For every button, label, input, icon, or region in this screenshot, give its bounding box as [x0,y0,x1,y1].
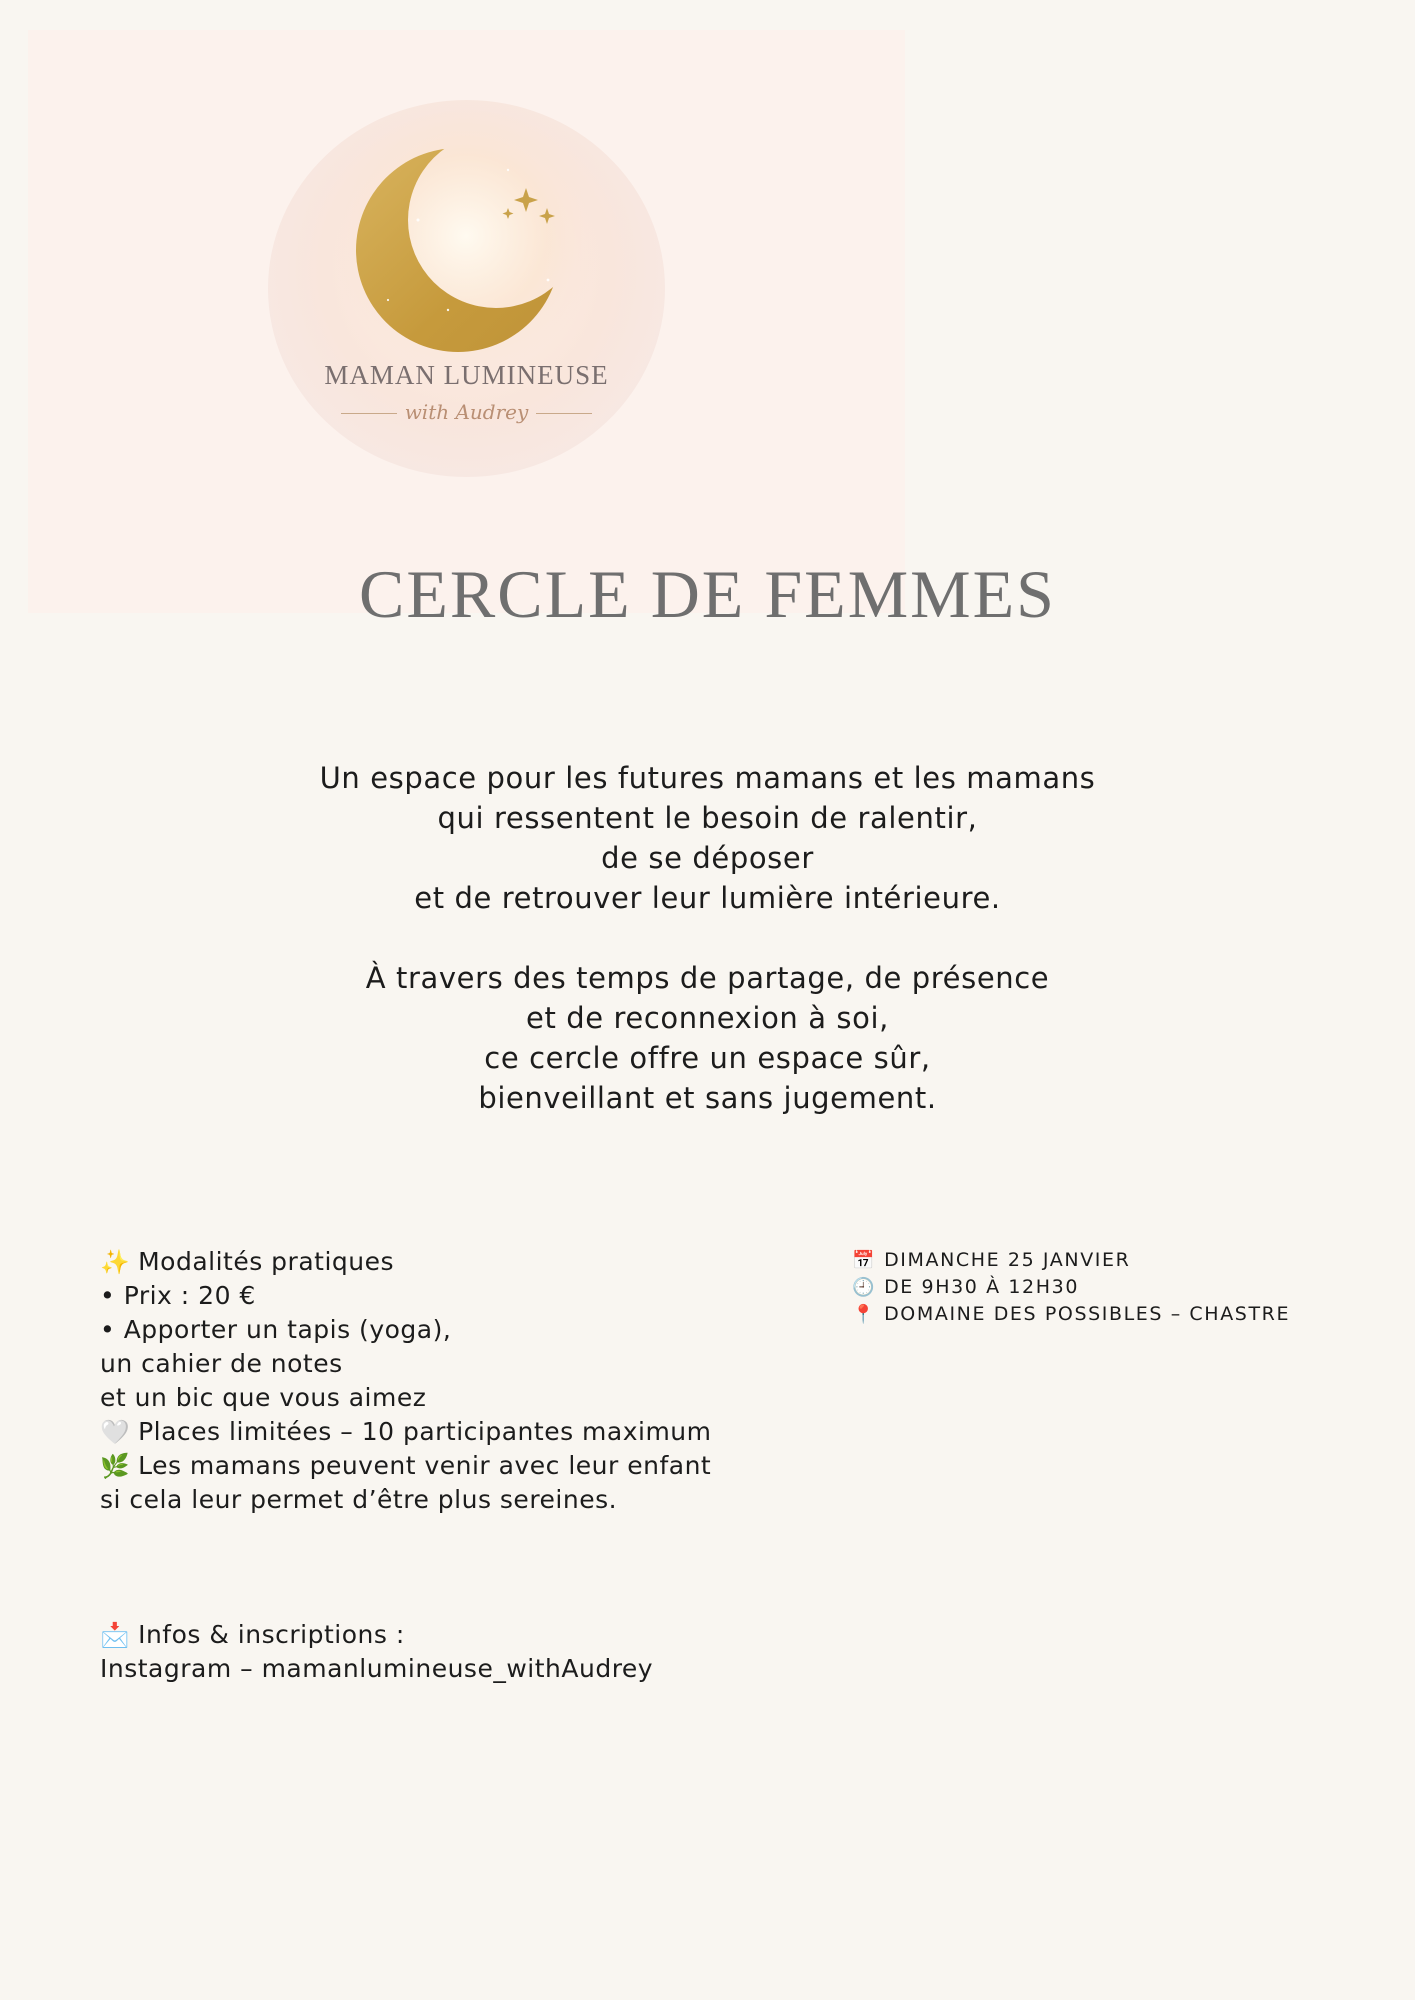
clock-icon: 🕘 [852,1277,877,1298]
intro-paragraph-1 [0,758,1415,918]
intro-line: ce cercle offre un espace sûr, [484,1041,931,1075]
children-note: 🌿 Les mamans peuvent venir avec leur enfant [100,1451,712,1480]
bring-line: un cahier de notes [100,1349,343,1378]
intro-line: À travers des temps de partage, de présence [365,961,1050,995]
pin-icon: 📍 [852,1304,877,1325]
places-limit: 🤍 Places limitées – 10 participantes maximum [100,1417,712,1446]
intro-line: de se déposer [601,841,814,875]
event-date: 📅 DIMANCHE 25 JANVIER [852,1249,1131,1271]
practical-info [100,1245,800,1517]
white-heart-icon: 🤍 [100,1418,131,1446]
price: • Prix : 20 € [100,1281,256,1310]
brand-subtitle [268,400,665,424]
event-time: 🕘 DE 9H30 À 12H30 [852,1276,1080,1298]
logo-block [28,30,905,613]
instagram-handle: Instagram – mamanlumineuse_withAudrey [100,1654,654,1683]
intro-line: Un espace pour les futures mamans et les mamans [319,761,1096,795]
children-note-line-2: si cela leur permet d’être plus sereines. [100,1485,618,1514]
calendar-icon: 📅 [852,1250,877,1271]
herb-icon: 🌿 [100,1452,131,1480]
page-title: CERCLE DE FEMMES [359,556,1056,632]
envelope-icon: 📩 [100,1621,131,1649]
intro-line: qui ressentent le besoin de ralentir, [437,801,978,835]
intro-line: et de reconnexion à soi, [526,1001,889,1035]
contact-heading: 📩 Infos & inscriptions : [100,1620,405,1649]
event-details [852,1247,1372,1328]
practical-heading: ✨ Modalités pratiques [100,1247,395,1276]
logo-emblem [268,100,665,477]
event-place: 📍 DOMAINE DES POSSIBLES – CHASTRE [852,1303,1291,1325]
sparkles-icon: ✨ [100,1248,131,1276]
intro-paragraph-2 [0,958,1415,1118]
brand-name: MAMAN LUMINEUSE [324,360,609,390]
contact-info [100,1618,800,1686]
brand-subtitle-text: with Audrey [404,400,529,424]
bring-line: • Apporter un tapis (yoga), [100,1315,452,1344]
bring-line: et un bic que vous aimez [100,1383,427,1412]
intro-line: bienveillant et sans jugement. [478,1081,937,1115]
intro-line: et de retrouver leur lumière intérieure. [414,881,1001,915]
intro-text [0,758,1415,1158]
